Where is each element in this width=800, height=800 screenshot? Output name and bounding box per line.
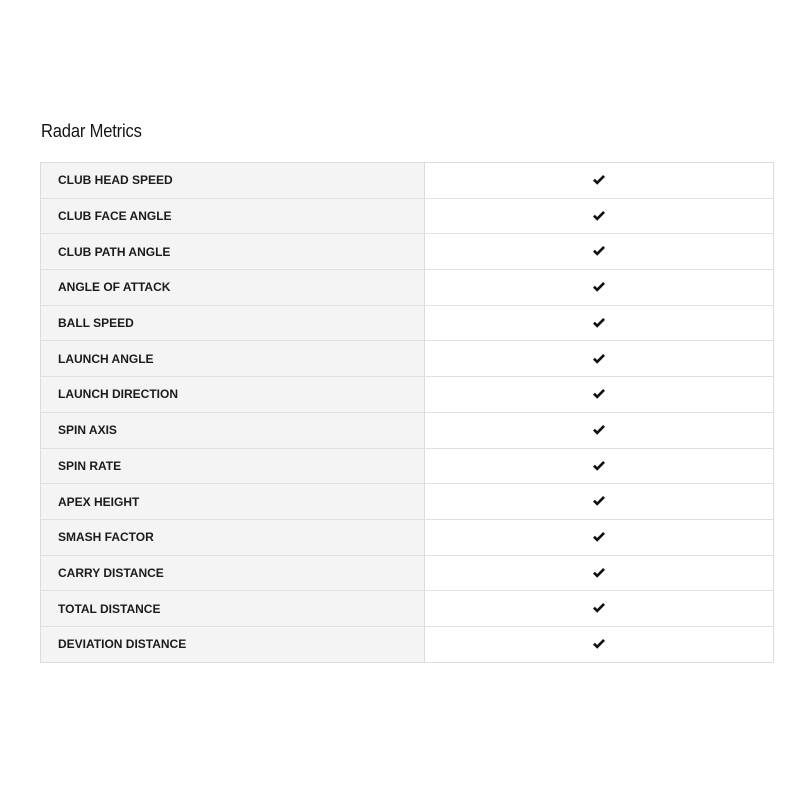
- page-title: Radar Metrics: [41, 121, 142, 141]
- checkmark-icon: [592, 281, 606, 293]
- checkmark-icon: [592, 245, 606, 257]
- table-row: [41, 305, 774, 341]
- checkmark-icon: [592, 388, 606, 400]
- metric-label: DEVIATION DISTANCE: [41, 626, 425, 662]
- table-row: [41, 270, 774, 306]
- metric-label: SPIN RATE: [41, 448, 425, 484]
- checkmark-icon: [592, 495, 606, 507]
- metric-value: [425, 555, 774, 591]
- metric-label: LAUNCH ANGLE: [41, 341, 425, 377]
- checkmark-icon: [592, 602, 606, 614]
- metric-value: [425, 198, 774, 234]
- table-row: [41, 448, 774, 484]
- metric-value: [425, 448, 774, 484]
- metric-value: [425, 270, 774, 306]
- metric-label: SMASH FACTOR: [41, 519, 425, 555]
- table-row: [41, 341, 774, 377]
- table-row: [41, 163, 774, 199]
- checkmark-icon: [592, 460, 606, 472]
- metric-label: ANGLE OF ATTACK: [41, 270, 425, 306]
- table-row: [41, 412, 774, 448]
- metrics-table: [40, 162, 774, 663]
- metric-value: [425, 305, 774, 341]
- checkmark-icon: [592, 531, 606, 543]
- checkmark-icon: [592, 210, 606, 222]
- metric-label: TOTAL DISTANCE: [41, 591, 425, 627]
- checkmark-icon: [592, 317, 606, 329]
- metric-value: [425, 484, 774, 520]
- metric-label: CLUB PATH ANGLE: [41, 234, 425, 270]
- metric-value: [425, 626, 774, 662]
- metric-value: [425, 377, 774, 413]
- metric-value: [425, 234, 774, 270]
- checkmark-icon: [592, 353, 606, 365]
- metric-label: APEX HEIGHT: [41, 484, 425, 520]
- table-row: [41, 234, 774, 270]
- metric-label: CLUB FACE ANGLE: [41, 198, 425, 234]
- metric-label: BALL SPEED: [41, 305, 425, 341]
- table-row: [41, 484, 774, 520]
- checkmark-icon: [592, 424, 606, 436]
- table-row: [41, 591, 774, 627]
- table-row: [41, 377, 774, 413]
- metric-value: [425, 591, 774, 627]
- metric-label: LAUNCH DIRECTION: [41, 377, 425, 413]
- metric-value: [425, 412, 774, 448]
- table-row: [41, 555, 774, 591]
- metric-label: SPIN AXIS: [41, 412, 425, 448]
- metric-value: [425, 519, 774, 555]
- table-row: [41, 626, 774, 662]
- metric-value: [425, 163, 774, 199]
- table-row: [41, 198, 774, 234]
- checkmark-icon: [592, 174, 606, 186]
- checkmark-icon: [592, 567, 606, 579]
- checkmark-icon: [592, 638, 606, 650]
- metric-label: CLUB HEAD SPEED: [41, 163, 425, 199]
- metric-label: CARRY DISTANCE: [41, 555, 425, 591]
- metrics-table-body: [41, 163, 774, 663]
- metric-value: [425, 341, 774, 377]
- table-row: [41, 519, 774, 555]
